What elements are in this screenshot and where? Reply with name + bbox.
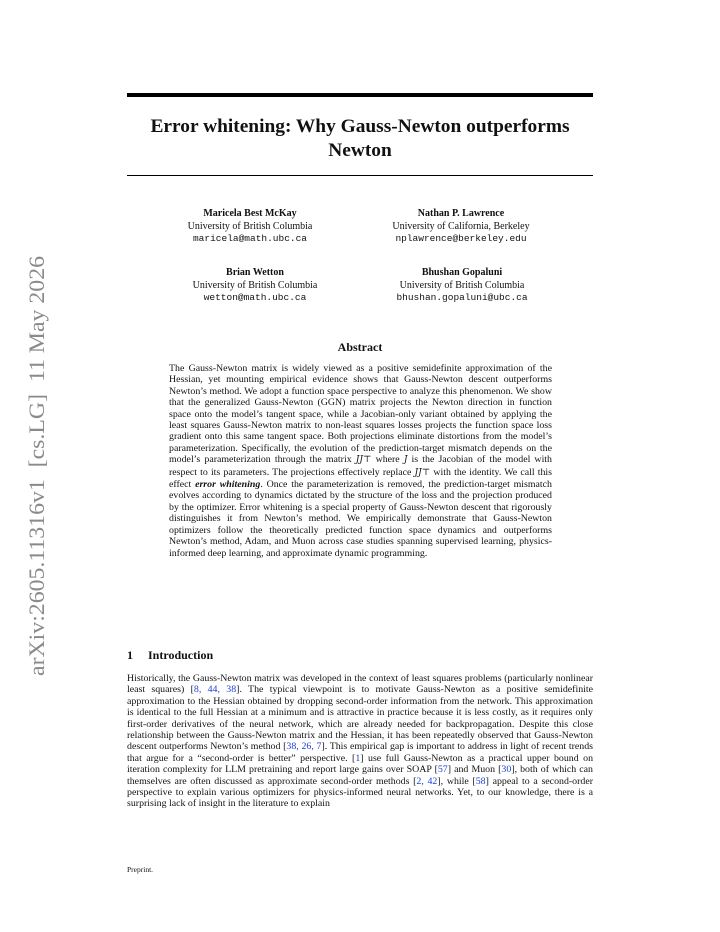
abstract-text	[169, 363, 552, 559]
intro-text-segment: ], both of which can themselves are often discussed as approximate second-order methods [	[127, 764, 593, 787]
author-name: Bhushan Gopaluni	[421, 267, 503, 278]
intro-text-segment: ] and Muon [	[447, 764, 502, 776]
emphasized-term: error whitening	[195, 479, 261, 491]
abstract-heading: Abstract	[337, 340, 383, 354]
preprint-footer: Preprint.	[127, 865, 154, 874]
author-name: Maricela Best McKay	[203, 208, 297, 219]
intro-text-segment: ]. The typical viewpoint is to motivate Gauss-Newton as a positive semidefinite approximation to the Hessian obtained by dropping second-order information from the network. This approximation is identical to the full Hessian at a minimum and is attractive in practice because it is less costly, as it requires only first-order derivatives of the neural network, which are already needed for backpropagation. Despite this close relationship between the Gauss-Newton matrix and the Hessian, it has been repeatedly observed that Gauss-Newton descent outperforms Newton’s method [	[127, 684, 594, 753]
author-block	[351, 208, 571, 246]
introduction-paragraph	[127, 673, 593, 810]
citation-link[interactable]: 58	[475, 775, 486, 787]
citation-link[interactable]: 1	[355, 752, 361, 764]
citation-link[interactable]: 30	[501, 764, 512, 776]
author-email[interactable]: nplawrence@berkeley.edu	[395, 233, 527, 244]
intro-text-segment: ]. This empirical gap is important to address in light of recent trends that argue for a “second-order is better” perspective. [	[127, 741, 593, 764]
abstract-text-segment: is the Jacobian of the model with respect to its parameters. The projections effectively replace	[169, 454, 552, 478]
section-heading	[127, 648, 213, 663]
arxiv-identifier-text: arXiv:2605.11316v1 [cs.LG] 11 May 2026	[24, 278, 49, 676]
author-block	[352, 267, 572, 305]
citation-link[interactable]: 8, 44, 38	[193, 684, 237, 696]
math-jjt: JJ⊤	[355, 455, 372, 466]
intro-text-segment: ] appeal to a second-order perspective to explain various optimizers for physics-informed neural networks. Yet, to our knowledge, there is a surprising lack of insight in the literature to explain	[127, 775, 593, 810]
intro-text-segment: ], while [	[437, 775, 476, 787]
intro-text-segment: Historically, the Gauss-Newton matrix was developed in the context of least squares problems (particularly nonlinear least squares) [	[127, 673, 593, 696]
author-name: Nathan P. Lawrence	[417, 208, 505, 219]
author-email[interactable]: maricela@math.ubc.ca	[192, 233, 308, 244]
author-block	[145, 267, 365, 305]
author-affiliation: University of British Columbia	[192, 279, 318, 291]
paper-title: Error whitening: Why Gauss-Newton outperforms Newton	[150, 116, 570, 161]
title-bottom-rule	[127, 175, 593, 176]
author-email[interactable]: wetton@math.ubc.ca	[203, 292, 307, 303]
author-affiliation: University of British Columbia	[187, 220, 313, 232]
author-affiliation: University of California, Berkeley	[392, 220, 530, 232]
author-name: Brian Wetton	[226, 267, 284, 278]
citation-link[interactable]: 38, 26, 7	[286, 741, 322, 753]
abstract-text-segment: with the identity. We call this effect	[169, 466, 552, 491]
citation-link[interactable]: 2, 42	[416, 775, 438, 787]
abstract-text-segment: where	[371, 454, 404, 466]
section-title: Introduction	[148, 648, 214, 662]
arxiv-identifier-stamp	[8, 250, 56, 680]
intro-text-segment: ] use full Gauss-Newton as a practical upper bound on iteration complexity for LLM pretraining and report large gains over SOAP [	[127, 752, 594, 776]
math-j: J	[403, 455, 408, 466]
abstract-text-segment: . Once the parameterization is removed, the prediction-target mismatch evolves according to dynamics dictated by the structure of the loss and the projection produced by the optimizer. Error whitening is a special property of Gauss-Newton descent that rigorously distinguishes it from Newton’s method. We empirically demonstrate that Gauss-Newton optimizers follow the theoretically predicted function space dynamics and outperforms Newton’s method, Adam, and Muon across case studies spanning supervised learning, physics-informed deep learning, and approximate dynamic programming.	[169, 479, 552, 559]
title-top-rule	[127, 93, 593, 97]
author-email[interactable]: bhushan.gopaluni@ubc.ca	[396, 292, 528, 303]
section-number: 1	[127, 648, 133, 662]
citation-link[interactable]: 57	[437, 764, 448, 776]
abstract-text-segment: The Gauss-Newton matrix is widely viewed as a positive semidefinite approximation of the Hessian, yet mounting empirical evidence shows that Gauss-Newton descent outperforms Newton’s method. We adopt a function space perspective to analyze this phenomenon. We show that the generalized Gauss-Newton (GGN) matrix projects the Newton direction in function space onto the model’s tangent space, while a Jacobian-only variant obtained by applying the least squares Gauss-Newton matrix to non-least squares losses projects the function space loss gradient onto this same tangent space. Both projections eliminate distortions from the model’s parameterization. Specifically, the evolution of the prediction-target mismatch depends on the model’s parameterization through the matrix	[169, 363, 552, 466]
author-affiliation: University of British Columbia	[399, 279, 525, 291]
author-block	[140, 208, 360, 246]
math-jjt: JJ⊤	[414, 467, 431, 478]
